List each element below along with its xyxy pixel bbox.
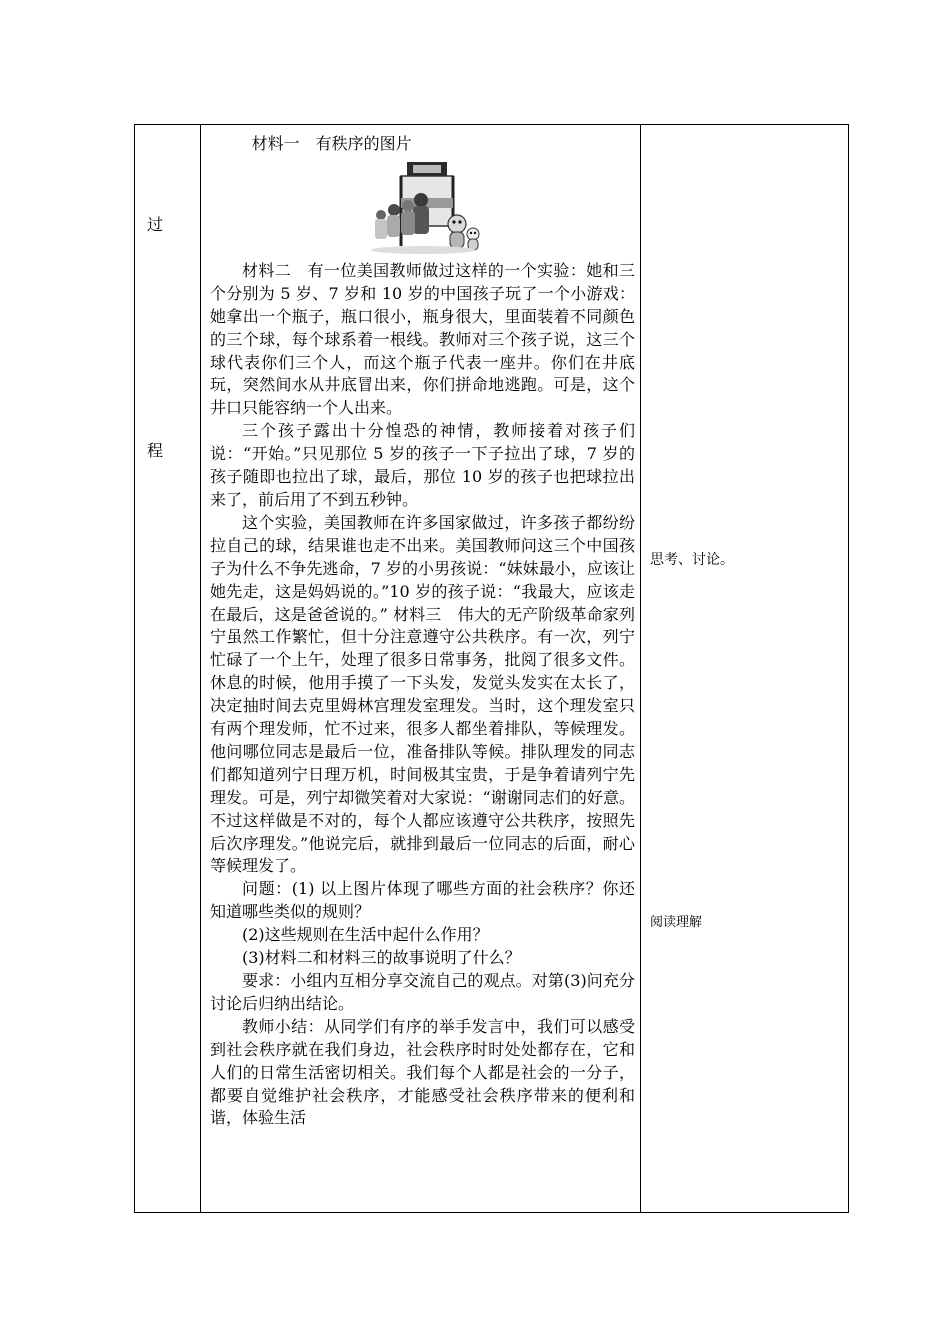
stage-label-char-1: 过 xyxy=(147,215,164,234)
activity-note-discuss: 思考、讨论。 xyxy=(650,552,734,568)
question-3: (3)材料二和材料三的故事说明了什么？ xyxy=(242,948,521,968)
lesson-content xyxy=(210,133,635,1130)
orderly-queue-illustration xyxy=(361,158,485,256)
stage-label-char-2: 程 xyxy=(147,441,164,460)
column-divider-right xyxy=(640,125,641,1212)
column-divider-left xyxy=(200,125,201,1212)
kids-reaction-paragraph: 三个孩子露出十分惶恐的神情，教师接着对孩子们说：“开始。”只见那位 5 岁的孩子一下子拉出了球，7 岁的孩子随即也拉出了球，最后，那位 10 岁的孩子也把球拉出来了，前后用了不到五秒钟。 xyxy=(210,421,635,509)
experiment-and-material-three-paragraph: 这个实验，美国教师在许多国家做过，许多孩子都纷纷拉自己的球，结果谁也走不出来。美国教师问这三个中国孩子为什么不争先逃命，7 岁的小男孩说：“妹妹最小，应该让她先走，这是妈妈说的。”10 岁的孩子说：“我最大，应该走在最后，这是爸爸说的。” 材料三 伟大的无产阶级革命家列宁虽然工作繁忙，但十分注意遵守公共秩序。有一次，列宁忙碌了一个上午，处理了很多日常事务，批阅了很多文件。休息的时候，他用手摸了一下头发，发觉头发实在太长了，决定抽时间去克里姆林宫理发室理发。当时，这个理发室只有两个理发师，忙不过来，很多人都坐着排队，等候理发。他问哪位同志是最后一位，准备排队等候。排队理发的同志们都知道列宁日理万机，时间极其宝贵，于是争着请列宁先理发。可是，列宁却微笑着对大家说：“谢谢同志们的好意。不过这样做是不对的，每个人都应该遵守公共秩序，按照先后次序理发。”他说完后，就排到最后一位同志的后面，耐心等候理发了。 xyxy=(210,512,635,876)
lesson-table xyxy=(134,124,849,1213)
material-two-paragraph: 材料二 有一位美国教师做过这样的一个实验：她和三个分别为 5 岁、7 岁和 10 岁的中国孩子玩了一个小游戏：她拿出一个瓶子，瓶口很小，瓶身很大，里面装着不同颜色的三个球，每个球系着一根线。教师对三个孩子说，这三个球代表你们三个人，而这个瓶子代表一座井。你们在井底玩，突然间水从井底冒出来，你们拼命地逃跑。可是，这个井口只能容纳一个人出来。 xyxy=(210,260,635,418)
question-2: (2)这些规则在生活中起什么作用？ xyxy=(242,925,489,945)
material-one-title: 材料一 有秩序的图片 xyxy=(251,134,412,153)
teacher-summary-paragraph: 教师小结：从同学们有序的举手发言中，我们可以感受到社会秩序就在我们身边，社会秩序时时处处都存在，它和人们的日常生活密切相关。我们每个人都是社会的一分子，都要自觉维护社会秩序，才能感受社会秩序带来的便利和谐，体验生活 xyxy=(210,1016,635,1128)
activity-note-reading: 阅读理解 xyxy=(650,915,703,930)
requirement-paragraph: 要求：小组内互相分享交流自己的观点。对第(3)问充分讨论后归纳出结论。 xyxy=(210,971,635,1013)
question-1: 问题：(1) 以上图片体现了哪些方面的社会秩序？你还知道哪些类似的规则？ xyxy=(210,879,635,922)
